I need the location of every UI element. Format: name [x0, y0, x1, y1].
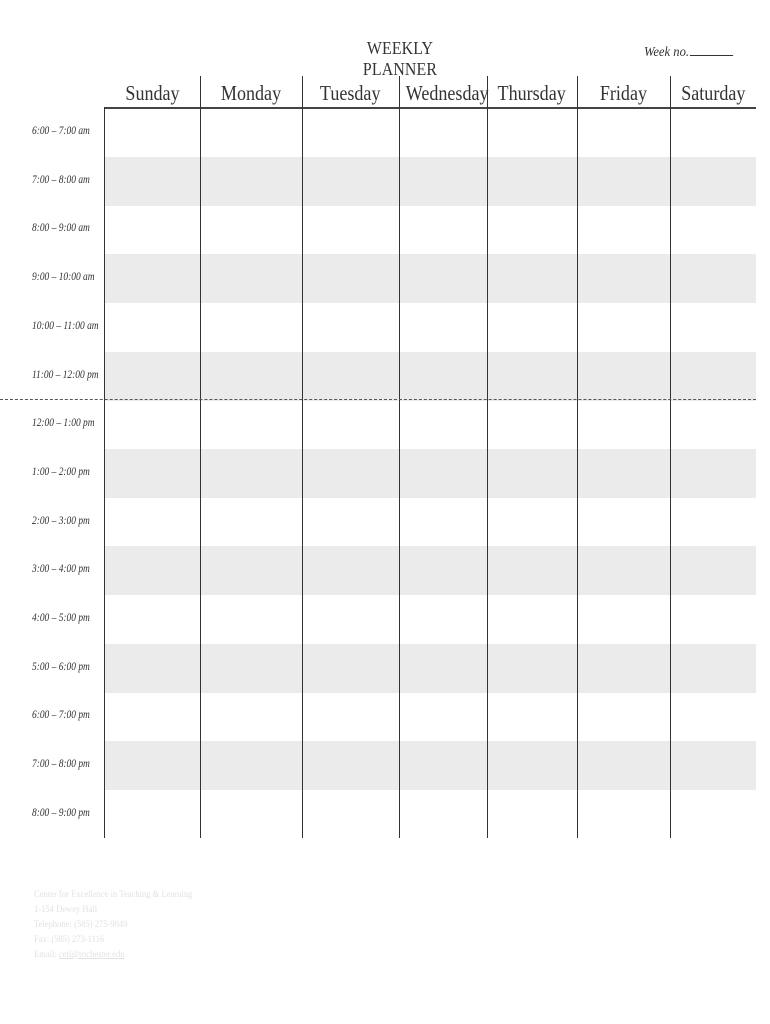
planner-cell-wednesday[interactable] — [399, 741, 487, 790]
planner-cell-sunday[interactable] — [104, 498, 200, 547]
footer-email-line — [34, 948, 192, 963]
planner-cell-saturday[interactable] — [670, 205, 756, 254]
planner-cell-friday[interactable] — [577, 449, 670, 498]
planner-cell-saturday[interactable] — [670, 595, 756, 644]
planner-cell-tuesday[interactable] — [302, 790, 399, 839]
planner-cell-thursday[interactable] — [487, 205, 577, 254]
day-header-label: Tuesday — [320, 81, 381, 105]
planner-cell-thursday[interactable] — [487, 254, 577, 303]
planner-cell-monday[interactable] — [200, 254, 302, 303]
day-header-wednesday — [399, 78, 487, 108]
planner-cell-monday[interactable] — [200, 644, 302, 693]
column-divider — [577, 76, 578, 838]
planner-cell-tuesday[interactable] — [302, 205, 399, 254]
planner-cell-thursday[interactable] — [487, 108, 577, 157]
footer-fax: Fax: (585) 273-1116 — [34, 935, 105, 945]
planner-cell-thursday[interactable] — [487, 498, 577, 547]
time-label-text: 8:00 – 9:00 pm — [31, 806, 90, 819]
planner-cell-thursday[interactable] — [487, 741, 577, 790]
day-header-label: Thursday — [497, 81, 567, 105]
day-header-tuesday — [302, 78, 399, 108]
planner-cell-friday[interactable] — [577, 205, 670, 254]
planner-cell-friday[interactable] — [577, 595, 670, 644]
planner-cell-wednesday[interactable] — [399, 644, 487, 693]
planner-cell-saturday[interactable] — [670, 741, 756, 790]
planner-cell-thursday[interactable] — [487, 449, 577, 498]
header-divider — [104, 107, 756, 109]
planner-cell-friday[interactable] — [577, 254, 670, 303]
time-label — [0, 807, 104, 819]
planner-cell-sunday[interactable] — [104, 692, 200, 741]
time-label — [0, 125, 104, 137]
planner-cell-sunday[interactable] — [104, 157, 200, 206]
noon-divider — [0, 399, 756, 400]
planner-cell-sunday[interactable] — [104, 108, 200, 157]
time-label — [0, 369, 104, 381]
planner-cell-friday[interactable] — [577, 692, 670, 741]
planner-cell-monday[interactable] — [200, 449, 302, 498]
footer-contact — [34, 888, 210, 963]
time-label — [0, 222, 104, 234]
time-label-text: 9:00 – 10:00 am — [31, 271, 95, 284]
day-header-sunday — [104, 78, 200, 108]
planner-cell-tuesday[interactable] — [302, 157, 399, 206]
planner-cell-wednesday[interactable] — [399, 254, 487, 303]
planner-cell-friday[interactable] — [577, 108, 670, 157]
time-label-text: 8:00 – 9:00 am — [31, 222, 90, 235]
time-label — [0, 466, 104, 478]
planner-cell-monday[interactable] — [200, 595, 302, 644]
planner-cell-sunday[interactable] — [104, 205, 200, 254]
planner-cell-sunday[interactable] — [104, 741, 200, 790]
planner-cell-wednesday[interactable] — [399, 303, 487, 352]
footer-email-label: Email: — [34, 950, 57, 960]
planner-cell-monday[interactable] — [200, 546, 302, 595]
planner-cell-sunday[interactable] — [104, 644, 200, 693]
time-label — [0, 515, 104, 527]
footer-address: 1-154 Dewey Hall — [34, 905, 98, 915]
planner-cell-tuesday[interactable] — [302, 400, 399, 449]
planner-cell-thursday[interactable] — [487, 303, 577, 352]
planner-cell-friday[interactable] — [577, 741, 670, 790]
planner-cell-tuesday[interactable] — [302, 303, 399, 352]
planner-cell-sunday[interactable] — [104, 400, 200, 449]
page-title: WEEKLY PLANNER — [362, 38, 438, 79]
planner-cell-saturday[interactable] — [670, 449, 756, 498]
planner-cell-wednesday[interactable] — [399, 157, 487, 206]
planner-cell-thursday[interactable] — [487, 692, 577, 741]
planner-cell-tuesday[interactable] — [302, 449, 399, 498]
planner-cell-saturday[interactable] — [670, 644, 756, 693]
planner-cell-tuesday[interactable] — [302, 254, 399, 303]
time-label — [0, 563, 104, 575]
time-label — [0, 709, 104, 721]
planner-cell-wednesday[interactable] — [399, 546, 487, 595]
week-number-label: Week no. — [644, 45, 690, 60]
planner-cell-wednesday[interactable] — [399, 108, 487, 157]
time-label — [0, 661, 104, 673]
planner-cell-saturday[interactable] — [670, 400, 756, 449]
column-divider — [200, 76, 201, 838]
planner-cell-friday[interactable] — [577, 790, 670, 839]
time-label-text: 5:00 – 6:00 pm — [31, 660, 90, 673]
week-number-field[interactable] — [644, 44, 733, 61]
time-label — [0, 417, 104, 429]
planner-cell-monday[interactable] — [200, 108, 302, 157]
planner-cell-saturday[interactable] — [670, 254, 756, 303]
planner-cell-monday[interactable] — [200, 741, 302, 790]
planner-cell-tuesday[interactable] — [302, 644, 399, 693]
column-divider — [104, 107, 105, 838]
time-label — [0, 271, 104, 283]
planner-cell-monday[interactable] — [200, 205, 302, 254]
time-label-text: 12:00 – 1:00 pm — [31, 417, 95, 430]
day-header-thursday — [487, 78, 577, 108]
planner-cell-tuesday[interactable] — [302, 595, 399, 644]
planner-cell-tuesday[interactable] — [302, 498, 399, 547]
planner-cell-wednesday[interactable] — [399, 595, 487, 644]
time-label — [0, 758, 104, 770]
planner-cell-friday[interactable] — [577, 157, 670, 206]
planner-cell-friday[interactable] — [577, 644, 670, 693]
footer-email-link[interactable]: cetl@rochester.edu — [58, 950, 125, 960]
time-label-text: 7:00 – 8:00 pm — [31, 758, 90, 771]
planner-cell-sunday[interactable] — [104, 790, 200, 839]
planner-cell-friday[interactable] — [577, 303, 670, 352]
planner-cell-thursday[interactable] — [487, 352, 577, 401]
planner-cell-wednesday[interactable] — [399, 400, 487, 449]
day-header-label: Friday — [599, 81, 648, 105]
planner-cell-thursday[interactable] — [487, 546, 577, 595]
planner-cell-friday[interactable] — [577, 498, 670, 547]
planner-cell-sunday[interactable] — [104, 595, 200, 644]
planner-cell-tuesday[interactable] — [302, 692, 399, 741]
planner-cell-thursday[interactable] — [487, 644, 577, 693]
planner-cell-friday[interactable] — [577, 400, 670, 449]
footer-org: Center for Excellence in Teaching & Learning — [34, 890, 193, 900]
time-label — [0, 320, 104, 332]
time-label-text: 2:00 – 3:00 pm — [31, 514, 90, 527]
planner-cell-tuesday[interactable] — [302, 546, 399, 595]
day-header-label: Sunday — [124, 81, 180, 105]
planner-cell-saturday[interactable] — [670, 108, 756, 157]
planner-cell-wednesday[interactable] — [399, 790, 487, 839]
time-label-text: 4:00 – 5:00 pm — [31, 612, 90, 624]
time-label-text: 6:00 – 7:00 pm — [31, 709, 90, 722]
planner-cell-wednesday[interactable] — [399, 449, 487, 498]
planner-cell-saturday[interactable] — [670, 303, 756, 352]
planner-cell-sunday[interactable] — [104, 449, 200, 498]
planner-cell-monday[interactable] — [200, 352, 302, 401]
planner-cell-monday[interactable] — [200, 790, 302, 839]
planner-cell-friday[interactable] — [577, 352, 670, 401]
day-header-monday — [200, 78, 302, 108]
planner-cell-thursday[interactable] — [487, 400, 577, 449]
column-divider — [399, 76, 400, 838]
day-header-saturday — [670, 78, 756, 108]
column-divider — [302, 76, 303, 838]
planner-cell-sunday[interactable] — [104, 352, 200, 401]
planner-cell-monday[interactable] — [200, 157, 302, 206]
planner-cell-saturday[interactable] — [670, 157, 756, 206]
planner-cell-wednesday[interactable] — [399, 205, 487, 254]
planner-cell-thursday[interactable] — [487, 790, 577, 839]
planner-cell-monday[interactable] — [200, 400, 302, 449]
planner-cell-monday[interactable] — [200, 303, 302, 352]
planner-cell-thursday[interactable] — [487, 157, 577, 206]
footer-phone: Telephone: (585) 275-9049 — [34, 920, 128, 930]
week-number-blank[interactable] — [690, 44, 733, 56]
column-divider — [487, 76, 488, 838]
day-header-label: Saturday — [680, 81, 746, 105]
time-label-text: 3:00 – 4:00 pm — [31, 563, 90, 576]
planner-cell-thursday[interactable] — [487, 595, 577, 644]
planner-cell-friday[interactable] — [577, 546, 670, 595]
planner-cell-tuesday[interactable] — [302, 352, 399, 401]
time-label-text: 11:00 – 12:00 pm — [31, 368, 99, 381]
time-label-text: 10:00 – 11:00 am — [31, 319, 99, 332]
planner-cell-sunday[interactable] — [104, 254, 200, 303]
planner-cell-monday[interactable] — [200, 498, 302, 547]
planner-cell-sunday[interactable] — [104, 303, 200, 352]
day-header-label: Wednesday — [405, 81, 489, 105]
time-label — [0, 174, 104, 186]
time-label-text: 1:00 – 2:00 pm — [31, 465, 90, 478]
planner-cell-saturday[interactable] — [670, 498, 756, 547]
time-label-text: 7:00 – 8:00 am — [31, 173, 90, 186]
time-label — [0, 612, 104, 624]
planner-cell-sunday[interactable] — [104, 546, 200, 595]
planner-cell-monday[interactable] — [200, 692, 302, 741]
time-label-text: 6:00 – 7:00 am — [31, 125, 90, 137]
planner-cell-saturday[interactable] — [670, 352, 756, 401]
planner-cell-tuesday[interactable] — [302, 108, 399, 157]
column-divider — [670, 76, 671, 838]
planner-cell-saturday[interactable] — [670, 692, 756, 741]
planner-cell-saturday[interactable] — [670, 546, 756, 595]
planner-cell-wednesday[interactable] — [399, 692, 487, 741]
day-header-friday — [577, 78, 670, 108]
planner-cell-saturday[interactable] — [670, 790, 756, 839]
day-header-label: Monday — [220, 81, 282, 105]
planner-cell-tuesday[interactable] — [302, 741, 399, 790]
planner-cell-wednesday[interactable] — [399, 498, 487, 547]
planner-cell-wednesday[interactable] — [399, 352, 487, 401]
